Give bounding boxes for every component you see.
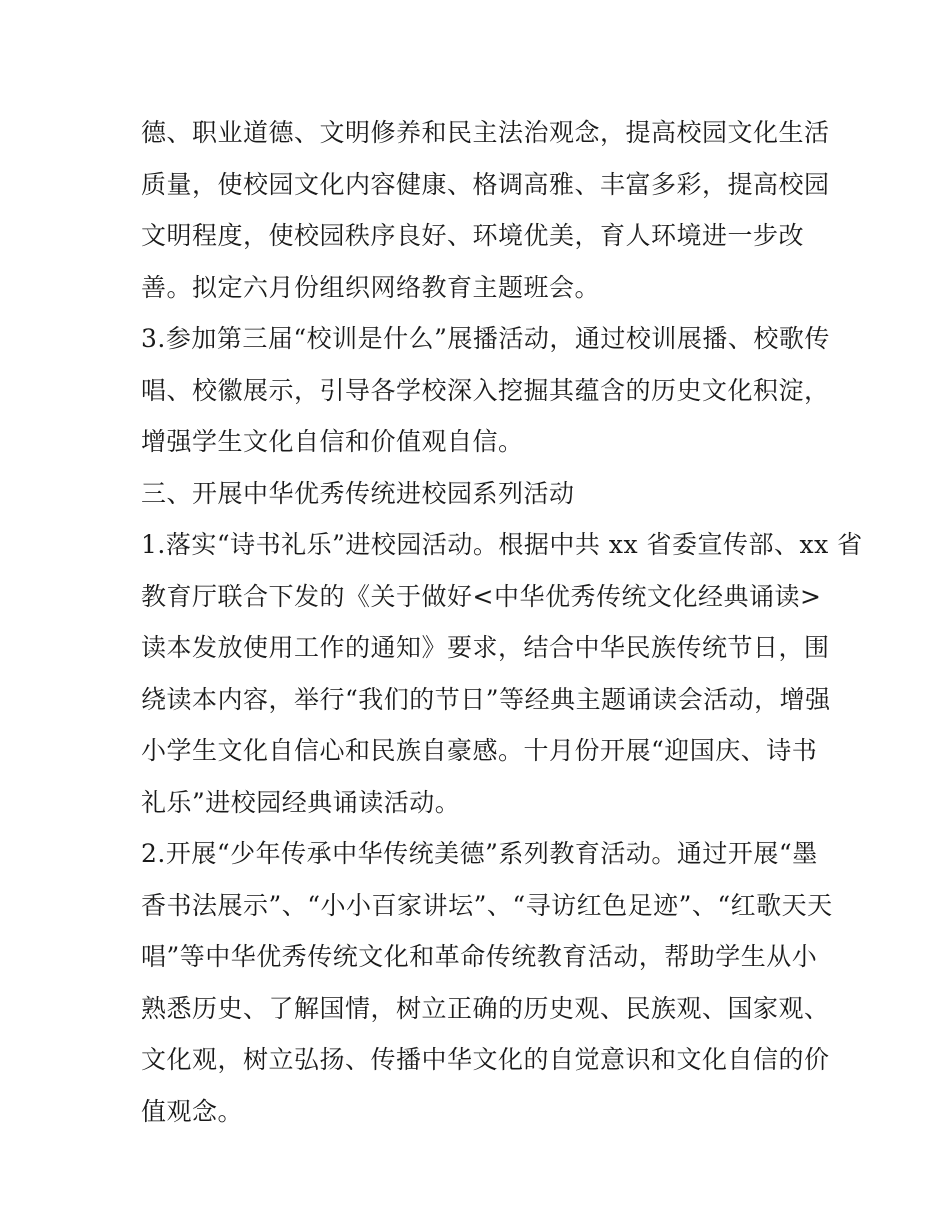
text-line: 唱、校徽展示，引导各学校深入挖掘其蕴含的历史文化积淀，: [141, 375, 830, 405]
text-line: 教育厅联合下发的《关于做好<中华优秀传统文化经典诵读>: [141, 581, 822, 611]
text-line: 德、职业道德、文明修养和民主法治观念，提高校园文化生活: [141, 118, 830, 147]
text-line: 读本发放使用工作的通知》要求，结合中华民族传统节日，围: [141, 633, 830, 662]
text-line: 2.开展“少年传承中华传统美德”系列教育活动。通过开展“墨: [141, 839, 818, 868]
text-line: 小学生文化自信心和民族自豪感。十月份开展“迎国庆、诗书: [141, 736, 818, 765]
text-line: 善。拟定六月份组织网络教育主题班会。: [141, 272, 601, 302]
document-body: [141, 107, 863, 1137]
text-line: 绕读本内容，举行“我们的节日”等经典主题诵读会活动，增强: [141, 684, 831, 714]
text-line: 值观念。: [141, 1096, 244, 1126]
text-line: 3.参加第三届“校训是什么”展播活动，通过校训展播、校歌传: [141, 324, 830, 353]
text-line: 文化观，树立弘扬、传播中华文化的自觉意识和文化自信的价: [141, 1045, 830, 1074]
text-line: 文明程度，使校园秩序良好、环境优美，育人环境进一步改: [141, 221, 805, 250]
text-line: 唱”等中华优秀传统文化和革命传统教育活动，帮助学生从小: [141, 942, 818, 971]
text-line: 礼乐”进校园经典诵读活动。: [141, 787, 461, 817]
text-line: 1.落实“诗书礼乐”进校园活动。根据中共 xx 省委宣传部、xx 省: [141, 530, 863, 559]
section-heading: 三、开展中华优秀传统进校园系列活动: [141, 478, 575, 508]
text-line: 香书法展示”、“小小百家讲坛”、“寻访红色足迹”、“红歌天天: [141, 890, 833, 920]
text-line: 质量，使校园文化内容健康、格调高雅、丰富多彩，提高校园: [141, 169, 830, 199]
text-line: 增强学生文化自信和价值观自信。: [141, 427, 524, 456]
text-line: 熟悉历史、了解国情，树立正确的历史观、民族观、国家观、: [141, 993, 830, 1023]
